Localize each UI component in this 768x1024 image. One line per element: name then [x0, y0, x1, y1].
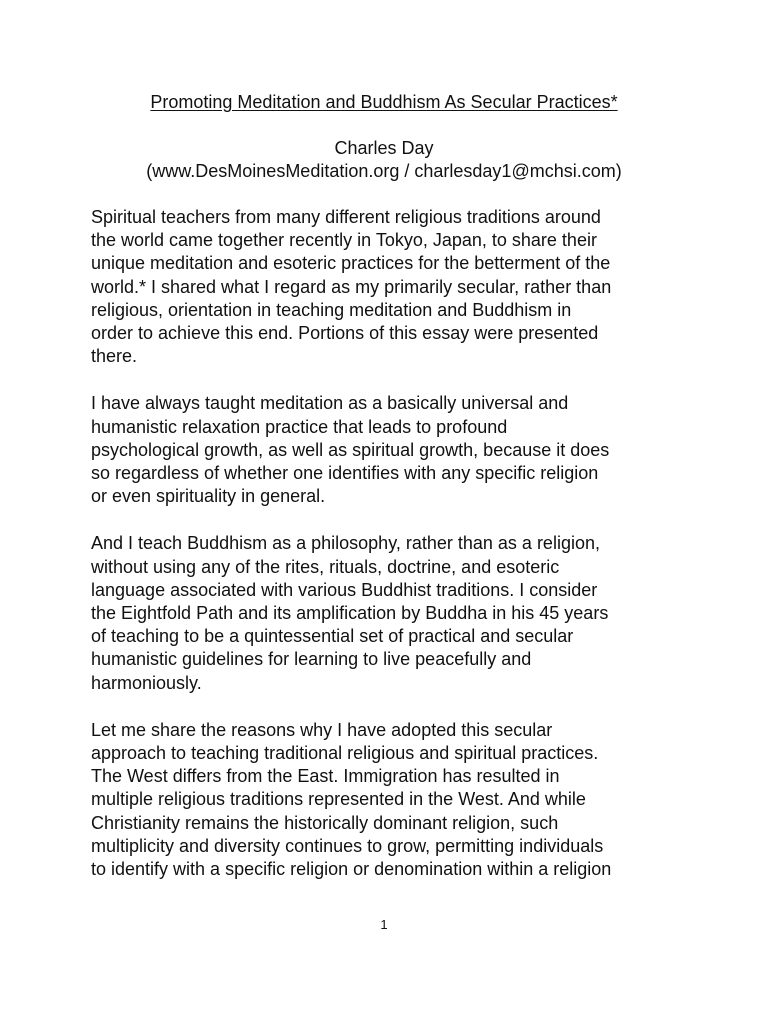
text-line: multiplicity and diversity continues to grow, permitting individuals [91, 835, 604, 856]
text-line: without using any of the rites, rituals, doctrine, and esoteric [91, 556, 560, 577]
author-contact: (www.DesMoinesMeditation.org / charlesday1@mchsi.com) [146, 161, 622, 181]
page-number: 1 [380, 917, 388, 932]
text-line: multiple religious traditions represented in the West. And while [91, 789, 586, 810]
text-line: And I teach Buddhism as a philosophy, rather than as a religion, [91, 533, 600, 554]
text-line: Christianity remains the historically dominant religion, such [91, 812, 559, 833]
text-line: Let me share the reasons why I have adopted this secular [91, 719, 553, 740]
document-title: Promoting Meditation and Buddhism As Secular Practices* [150, 92, 618, 112]
text-line: the Eightfold Path and its amplification by Buddha in his 45 years [91, 603, 609, 624]
text-line: religious, orientation in teaching meditation and Buddhism in [91, 299, 572, 320]
text-line: of teaching to be a quintessential set of practical and secular [91, 626, 574, 647]
document-body [91, 206, 691, 905]
text-line: so regardless of whether one identifies with any specific religion [91, 463, 599, 484]
text-line: humanistic guidelines for learning to live peacefully and [91, 649, 532, 670]
text-line: I have always taught meditation as a basically universal and [91, 393, 569, 414]
text-line: world.* I shared what I regard as my primarily secular, rather than [91, 276, 612, 297]
paragraph [91, 719, 691, 881]
author-block [0, 137, 768, 183]
text-line: psychological growth, as well as spiritual growth, because it does [91, 439, 610, 460]
text-line: Spiritual teachers from many different religious traditions around [91, 207, 601, 227]
text-line: language associated with various Buddhist traditions. I consider [91, 579, 598, 600]
text-line: The West differs from the East. Immigration has resulted in [91, 766, 560, 787]
text-line: or even spirituality in general. [91, 486, 326, 507]
text-line: humanistic relaxation practice that leads to profound [91, 416, 508, 437]
paragraph [91, 392, 691, 508]
text-line: approach to teaching traditional religious and spiritual practices. [91, 743, 599, 764]
text-line: the world came together recently in Tokyo, Japan, to share their [91, 230, 597, 251]
text-line: harmoniously. [91, 672, 202, 693]
paragraph [91, 206, 691, 368]
author-name: Charles Day [334, 138, 434, 158]
text-line: unique meditation and esoteric practices for the betterment of the [91, 253, 611, 274]
text-line: to identify with a specific religion or denomination within a religion [91, 859, 612, 880]
paragraph [91, 532, 691, 694]
text-line: there. [91, 346, 138, 367]
text-line: order to achieve this end. Portions of this essay were presented [91, 323, 599, 344]
